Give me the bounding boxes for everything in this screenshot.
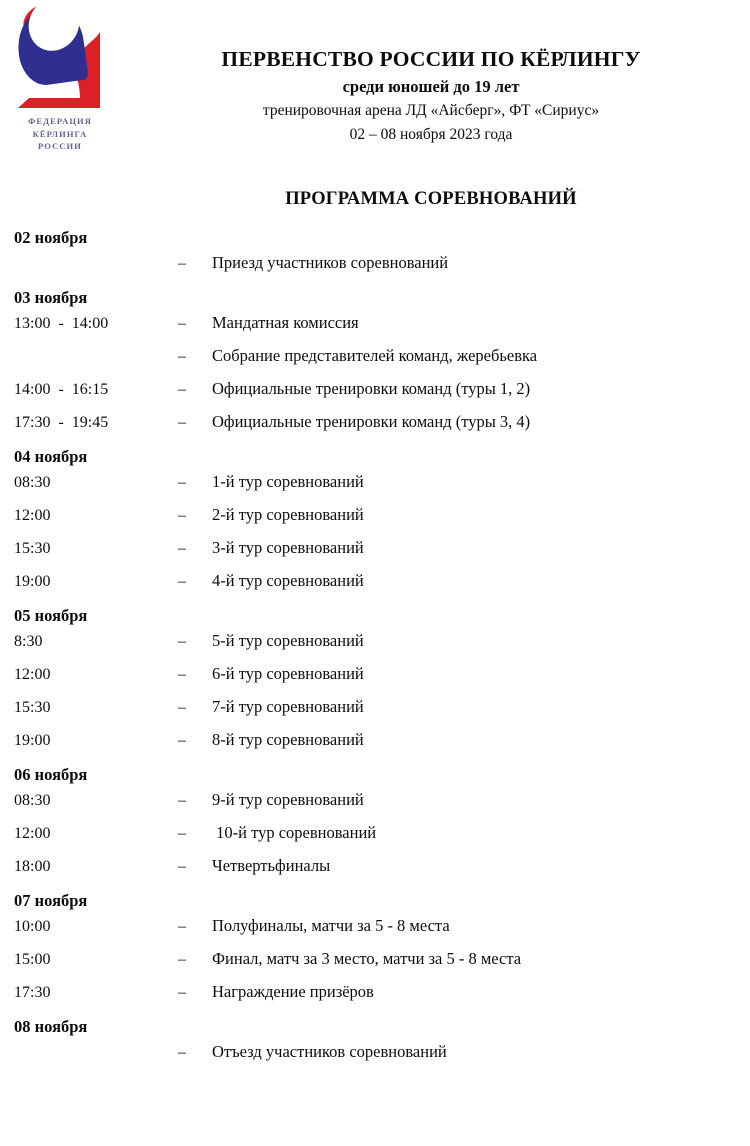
- schedule-description: Четвертьфиналы: [212, 856, 331, 875]
- day-header: 07 ноября: [14, 891, 88, 910]
- schedule-dash: –: [178, 381, 186, 398]
- schedule-row: [0, 253, 750, 286]
- schedule-description: Финал, матч за 3 место, матчи за 5 - 8 места: [212, 949, 522, 968]
- document-header: [0, 0, 750, 209]
- schedule-time: 18:00: [14, 858, 51, 875]
- schedule-dash: –: [178, 315, 186, 332]
- schedule-list: [0, 226, 750, 1075]
- event-dates: 02 – 08 ноября 2023 года: [349, 126, 513, 143]
- venue-line: тренировочная арена ЛД «Айсберг», ФТ «Сириус»: [262, 102, 600, 119]
- schedule-dash: –: [178, 1044, 186, 1061]
- logo-line-3: РОССИИ: [38, 141, 82, 151]
- page-subtitle: среди юношей до 19 лет: [342, 77, 520, 96]
- schedule-dash: –: [178, 255, 186, 272]
- logo-line-1: ФЕДЕРАЦИЯ: [28, 116, 92, 126]
- schedule-row: [0, 505, 750, 538]
- day-header: 06 ноября: [14, 765, 88, 784]
- program-heading: ПРОГРАММА СОРЕВНОВАНИЙ: [285, 189, 577, 209]
- schedule-row: [0, 538, 750, 571]
- schedule-row: [0, 631, 750, 664]
- schedule-row: [0, 412, 750, 445]
- schedule-row: [0, 949, 750, 982]
- schedule-description: 6-й тур соревнований: [212, 664, 364, 683]
- schedule-time: 14:00 - 16:15: [14, 381, 109, 398]
- schedule-time: 08:30: [14, 474, 51, 491]
- schedule-row: [0, 664, 750, 697]
- schedule-row: [0, 571, 750, 604]
- schedule-description: Мандатная комиссия: [212, 313, 359, 332]
- schedule-time: 19:00: [14, 732, 51, 749]
- schedule-row: [0, 346, 750, 379]
- schedule-description: 8-й тур соревнований: [212, 730, 364, 749]
- schedule-dash: –: [178, 825, 186, 842]
- schedule-description: 10-й тур соревнований: [212, 823, 377, 842]
- schedule-dash: –: [178, 792, 186, 809]
- schedule-dash: –: [178, 918, 186, 935]
- schedule-row: [0, 856, 750, 889]
- day-header: 03 ноября: [14, 288, 88, 307]
- day-header: 08 ноября: [14, 1017, 88, 1036]
- schedule-dash: –: [178, 858, 186, 875]
- schedule-row: [0, 313, 750, 346]
- schedule-description: Отъезд участников соревнований: [212, 1042, 447, 1061]
- day-header: 05 ноября: [14, 606, 88, 625]
- schedule-row: [0, 790, 750, 823]
- schedule-dash: –: [178, 348, 186, 365]
- schedule-dash: –: [178, 951, 186, 968]
- schedule-description: Официальные тренировки команд (туры 3, 4): [212, 412, 531, 431]
- schedule-time: 13:00 - 14:00: [14, 315, 109, 332]
- schedule-description: 5-й тур соревнований: [212, 631, 364, 650]
- schedule-description: Награждение призёров: [212, 982, 374, 1001]
- schedule-dash: –: [178, 699, 186, 716]
- schedule-description: 4-й тур соревнований: [212, 571, 364, 590]
- curling-federation-emblem-icon: [10, 6, 106, 110]
- schedule-row: [0, 1042, 750, 1075]
- schedule-dash: –: [178, 633, 186, 650]
- schedule-description: 2-й тур соревнований: [212, 505, 364, 524]
- schedule-time: 12:00: [14, 825, 51, 842]
- schedule-time: 19:00: [14, 573, 51, 590]
- schedule-time: 12:00: [14, 666, 51, 683]
- schedule-time: 15:00: [14, 951, 51, 968]
- title-block: [118, 44, 744, 147]
- schedule-row: [0, 697, 750, 730]
- schedule-dash: –: [178, 507, 186, 524]
- schedule-row: [0, 379, 750, 412]
- schedule-row: [0, 982, 750, 1015]
- schedule-row: [0, 730, 750, 763]
- day-header: 04 ноября: [14, 447, 88, 466]
- schedule-description: Приезд участников соревнований: [212, 253, 449, 272]
- schedule-description: 1-й тур соревнований: [212, 472, 364, 491]
- schedule-description: 7-й тур соревнований: [212, 697, 364, 716]
- schedule-time: 17:30: [14, 984, 51, 1001]
- schedule-row: [0, 472, 750, 505]
- schedule-dash: –: [178, 474, 186, 491]
- schedule-time: 08:30: [14, 792, 51, 809]
- schedule-time: 12:00: [14, 507, 51, 524]
- schedule-description: 9-й тур соревнований: [212, 790, 364, 809]
- day-header: 02 ноября: [14, 228, 88, 247]
- schedule-description: Официальные тренировки команд (туры 1, 2): [212, 379, 531, 398]
- schedule-description: Полуфиналы, матчи за 5 - 8 места: [212, 916, 450, 935]
- schedule-dash: –: [178, 666, 186, 683]
- schedule-time: 8:30: [14, 633, 43, 650]
- schedule-row: [0, 916, 750, 949]
- federation-logo: [6, 6, 114, 166]
- schedule-description: Собрание представителей команд, жеребьевка: [212, 346, 538, 365]
- schedule-row: [0, 823, 750, 856]
- schedule-dash: –: [178, 573, 186, 590]
- schedule-dash: –: [178, 732, 186, 749]
- schedule-dash: –: [178, 540, 186, 557]
- logo-line-2: КЁРЛИНГА: [32, 128, 88, 139]
- page-title: ПЕРВЕНСТВО РОССИИ ПО КЁРЛИНГУ: [221, 47, 641, 71]
- schedule-time: 15:30: [14, 540, 51, 557]
- schedule-dash: –: [178, 414, 186, 431]
- federation-logo-text: [6, 115, 114, 153]
- schedule-time: 17:30 - 19:45: [14, 414, 109, 431]
- schedule-dash: –: [178, 984, 186, 1001]
- schedule-description: 3-й тур соревнований: [212, 538, 364, 557]
- schedule-time: 10:00: [14, 918, 51, 935]
- schedule-time: 15:30: [14, 699, 51, 716]
